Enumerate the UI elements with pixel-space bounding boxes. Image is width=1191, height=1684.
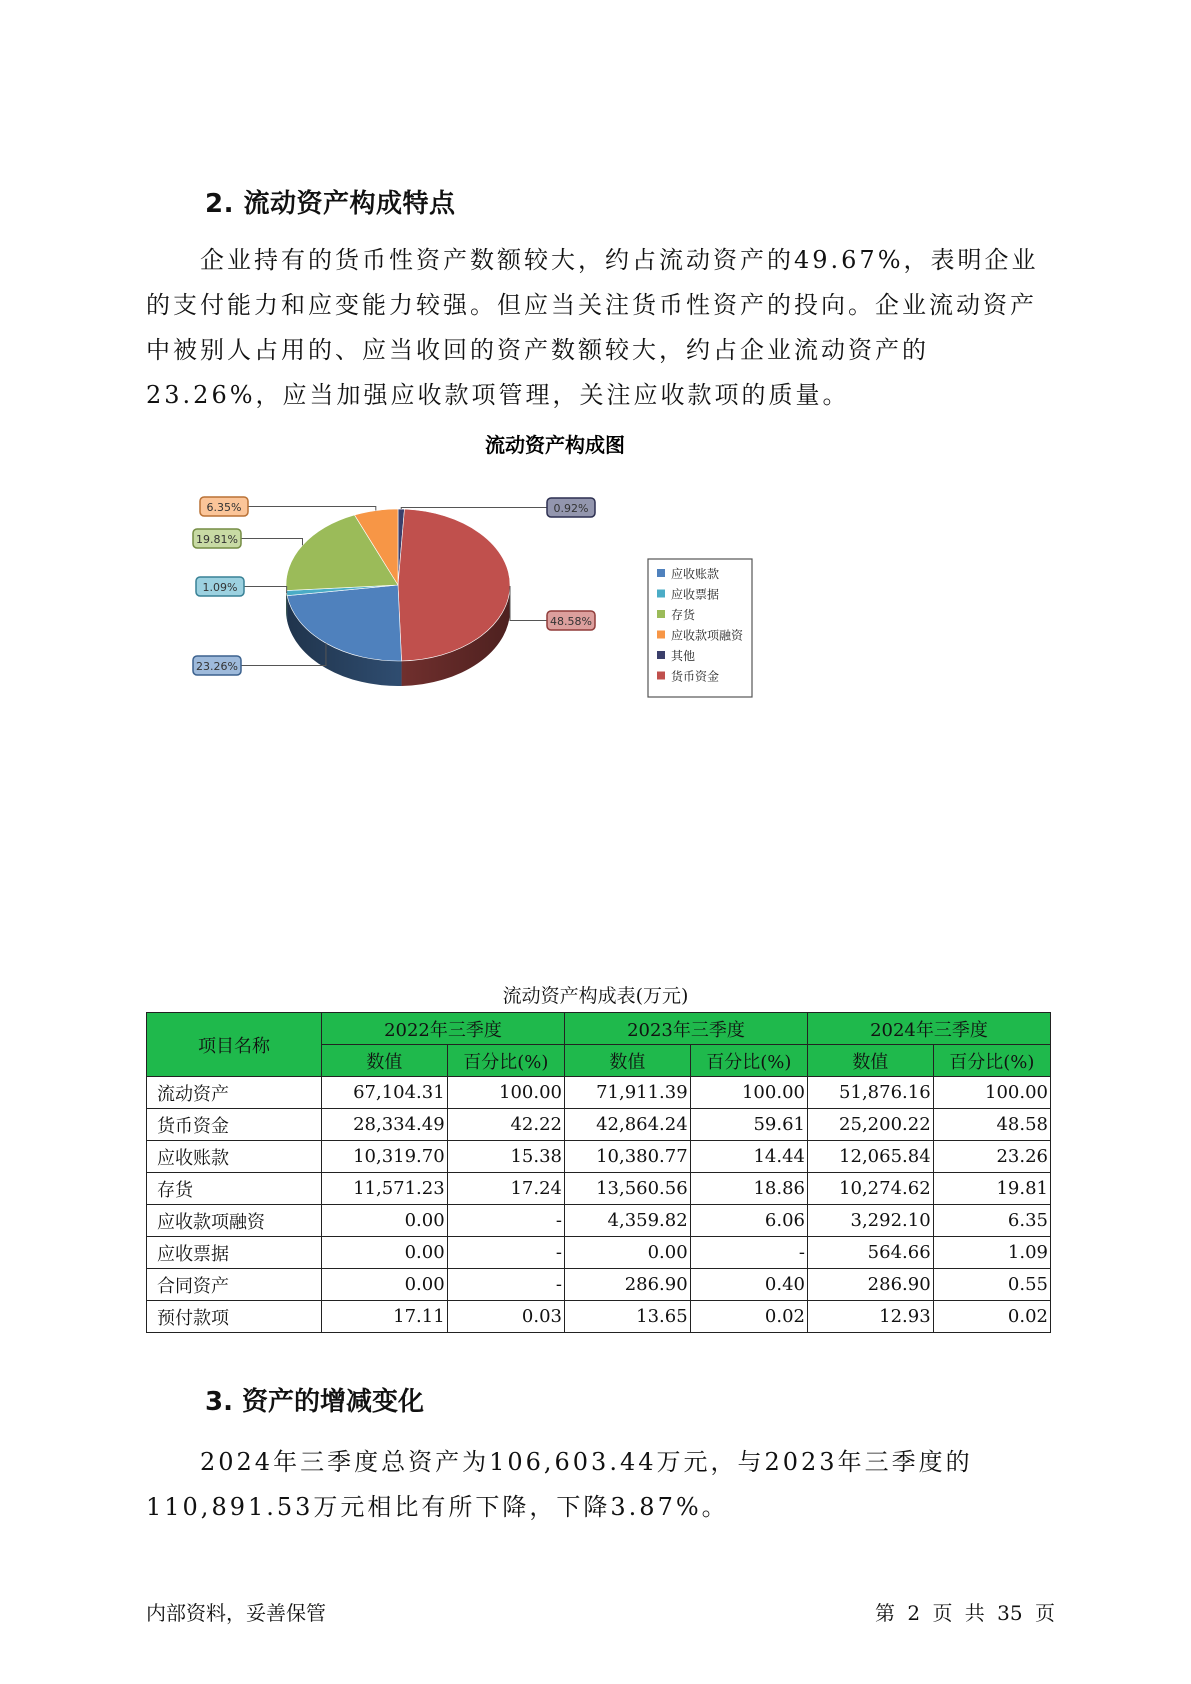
- legend-label-2: 存货: [671, 608, 696, 622]
- legend-label-5: 货币资金: [671, 669, 720, 684]
- cell-value: 3,292.10: [807, 1205, 933, 1237]
- cell-value: 17.11: [322, 1301, 448, 1333]
- row-name: 应收款项融资: [147, 1205, 322, 1237]
- subheader-pct: 百分比(%): [690, 1045, 807, 1077]
- cell-value: 10,274.62: [807, 1173, 933, 1205]
- table-row: [147, 1109, 1051, 1141]
- subheader-value: 数值: [807, 1045, 933, 1077]
- cell-value: 13,560.56: [564, 1173, 690, 1205]
- header-period-2022: 2022年三季度: [322, 1013, 565, 1045]
- cell-value: 51,876.16: [807, 1077, 933, 1109]
- callout-line-3: [248, 507, 376, 511]
- legend-swatch-1: [657, 590, 665, 598]
- pie-top-slices: [286, 509, 510, 661]
- callout-line-5: [510, 586, 547, 621]
- header-period-2024: 2024年三季度: [807, 1013, 1050, 1045]
- asset-composition-table: [146, 1012, 1051, 1333]
- legend-swatch-0: [657, 569, 665, 577]
- cell-percent: 0.02: [690, 1301, 807, 1333]
- cell-percent: 18.86: [690, 1173, 807, 1205]
- data-label-2: 19.81%: [196, 533, 238, 546]
- data-label-5: 48.58%: [550, 615, 592, 628]
- cell-percent: 0.55: [933, 1269, 1050, 1301]
- cell-value: 10,380.77: [564, 1141, 690, 1173]
- subheader-pct: 百分比(%): [933, 1045, 1050, 1077]
- cell-value: 67,104.31: [322, 1077, 448, 1109]
- legend-swatch-4: [657, 651, 665, 659]
- cell-percent: 6.35: [933, 1205, 1050, 1237]
- table-caption: 流动资产构成表(万元): [502, 985, 689, 1007]
- data-label-4: 0.92%: [553, 502, 589, 515]
- table-row: [147, 1205, 1051, 1237]
- cell-value: 12.93: [807, 1301, 933, 1333]
- footer-confidential: 内部资料，妥善保管: [146, 1601, 326, 1625]
- asset-composition-pie-chart: [190, 433, 790, 760]
- cell-percent: 100.00: [447, 1077, 564, 1109]
- footer-page-number: 第 2 页 共 35 页: [875, 1601, 1055, 1625]
- row-name: 流动资产: [147, 1077, 322, 1109]
- chart-title: 流动资产构成图: [485, 433, 625, 457]
- row-name: 货币资金: [147, 1109, 322, 1141]
- legend-swatch-2: [657, 610, 665, 618]
- data-label-1: 1.09%: [202, 581, 238, 594]
- legend-swatch-3: [657, 631, 665, 639]
- callout-line-1: [244, 587, 287, 594]
- cell-percent: 15.38: [447, 1141, 564, 1173]
- table-row: [147, 1141, 1051, 1173]
- section-3-heading: 3. 资产的增减变化: [205, 1387, 425, 1417]
- cell-percent: 17.24: [447, 1173, 564, 1205]
- cell-percent: 59.61: [690, 1109, 807, 1141]
- legend-label-4: 其他: [671, 649, 696, 663]
- legend-label-3: 应收款项融资: [671, 628, 744, 643]
- cell-value: 0.00: [322, 1237, 448, 1269]
- row-name: 存货: [147, 1173, 322, 1205]
- cell-value: 25,200.22: [807, 1109, 933, 1141]
- legend-swatch-5: [657, 672, 665, 680]
- cell-value: 11,571.23: [322, 1173, 448, 1205]
- cell-percent: -: [447, 1269, 564, 1301]
- cell-value: 12,065.84: [807, 1141, 933, 1173]
- subheader-value: 数值: [322, 1045, 448, 1077]
- table-row: [147, 1269, 1051, 1301]
- cell-value: 28,334.49: [322, 1109, 448, 1141]
- cell-value: 286.90: [807, 1269, 933, 1301]
- cell-value: 71,911.39: [564, 1077, 690, 1109]
- cell-percent: 48.58: [933, 1109, 1050, 1141]
- callout-line-4: [401, 508, 547, 510]
- cell-percent: 42.22: [447, 1109, 564, 1141]
- row-name: 合同资产: [147, 1269, 322, 1301]
- cell-percent: 100.00: [933, 1077, 1050, 1109]
- data-label-0: 23.26%: [196, 660, 238, 673]
- cell-percent: 14.44: [690, 1141, 807, 1173]
- row-name: 应收票据: [147, 1237, 322, 1269]
- cell-value: 0.00: [322, 1269, 448, 1301]
- cell-value: 42,864.24: [564, 1109, 690, 1141]
- subheader-pct: 百分比(%): [447, 1045, 564, 1077]
- cell-percent: -: [447, 1237, 564, 1269]
- chart-legend: [648, 559, 752, 697]
- header-item-name: 项目名称: [147, 1013, 322, 1077]
- legend-label-1: 应收票据: [671, 587, 720, 602]
- header-period-2023: 2023年三季度: [564, 1013, 807, 1045]
- table-row: [147, 1301, 1051, 1333]
- table-row: [147, 1077, 1051, 1109]
- cell-percent: 19.81: [933, 1173, 1050, 1205]
- legend-label-0: 应收账款: [671, 567, 720, 581]
- row-name: 应收账款: [147, 1141, 322, 1173]
- cell-percent: 1.09: [933, 1237, 1050, 1269]
- cell-value: 10,319.70: [322, 1141, 448, 1173]
- cell-percent: 0.40: [690, 1269, 807, 1301]
- cell-percent: 0.02: [933, 1301, 1050, 1333]
- section-2-heading: 2. 流动资产构成特点: [205, 189, 456, 219]
- cell-percent: 23.26: [933, 1141, 1050, 1173]
- cell-value: 4,359.82: [564, 1205, 690, 1237]
- cell-value: 0.00: [564, 1237, 690, 1269]
- cell-value: 13.65: [564, 1301, 690, 1333]
- table-row: [147, 1173, 1051, 1205]
- cell-percent: 0.03: [447, 1301, 564, 1333]
- cell-percent: -: [690, 1237, 807, 1269]
- cell-percent: 100.00: [690, 1077, 807, 1109]
- cell-percent: -: [447, 1205, 564, 1237]
- cell-value: 564.66: [807, 1237, 933, 1269]
- subheader-value: 数值: [564, 1045, 690, 1077]
- cell-value: 0.00: [322, 1205, 448, 1237]
- section-3-paragraph: 2024年三季度总资产为106,603.44万元，与2023年三季度的110,891.53万元相比有所下降，下降3.87%。: [146, 1448, 973, 1521]
- data-label-3: 6.35%: [206, 501, 242, 514]
- cell-value: 286.90: [564, 1269, 690, 1301]
- cell-percent: 6.06: [690, 1205, 807, 1237]
- callout-line-2: [241, 539, 302, 546]
- table-row: [147, 1237, 1051, 1269]
- section-2-paragraph: 企业持有的货币性资产数额较大，约占流动资产的49.67%，表明企业的支付能力和应变能力较强。但应当关注货币性资产的投向。企业流动资产中被别人占用的、应当收回的资产数额较大，约占企业流动资产的23.26%，应当加强应收款项管理，关注应收款项的质量。: [146, 246, 1039, 409]
- row-name: 预付款项: [147, 1301, 322, 1333]
